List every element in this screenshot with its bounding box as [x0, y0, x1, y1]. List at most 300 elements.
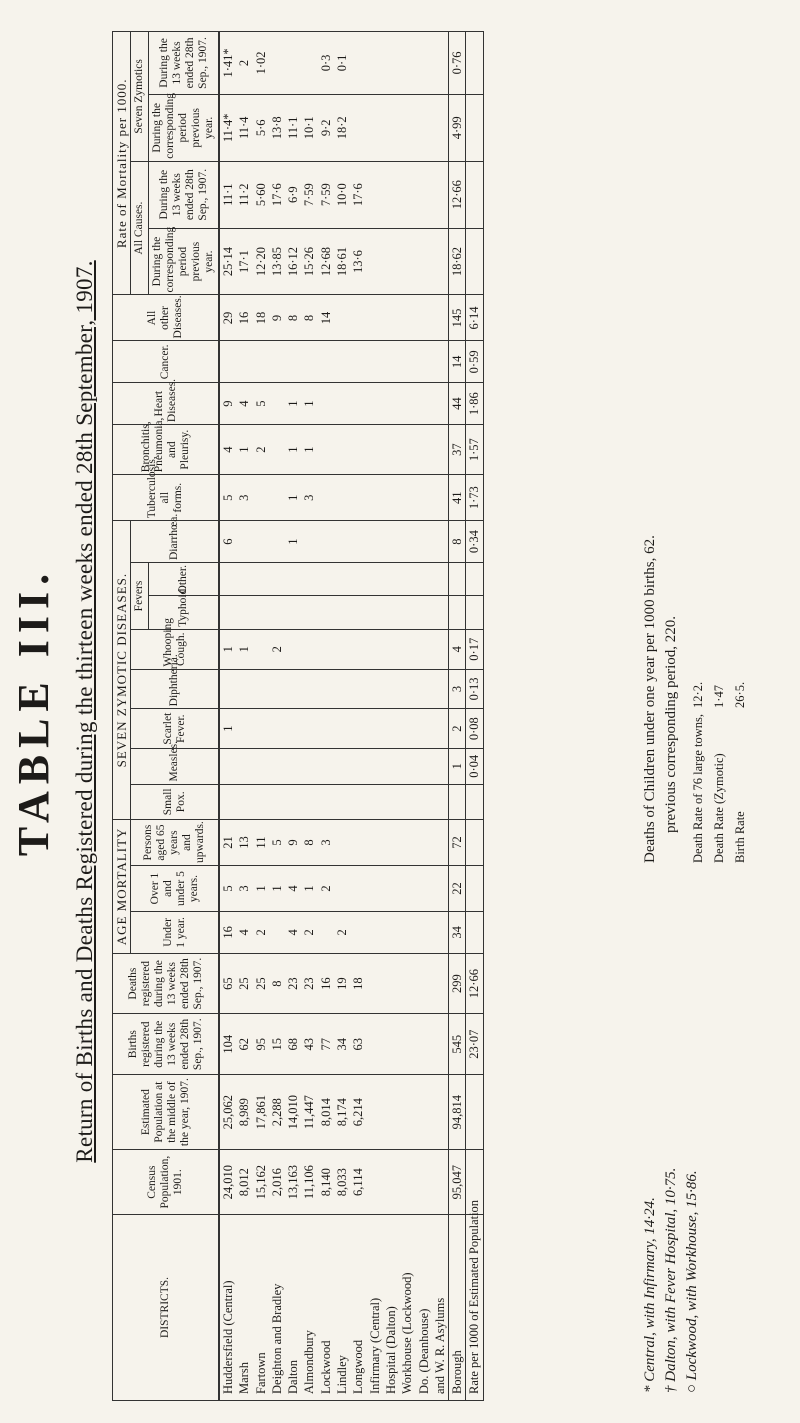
whooping-cough: [334, 629, 350, 669]
census-population: 95,047: [449, 1150, 466, 1215]
scarlet-fever: [253, 709, 269, 749]
deaths-over-65: [466, 820, 483, 866]
deaths-over-65: 11: [253, 820, 269, 866]
estimated-population: 8,014: [318, 1075, 334, 1150]
small-pox: [367, 784, 383, 820]
estimated-population: 17,861: [253, 1075, 269, 1150]
cancer: [432, 341, 449, 383]
rate-all-13w: 11·1: [219, 161, 236, 228]
deaths-under-1: 2: [253, 912, 269, 954]
deaths-1-to-5: 3: [236, 866, 252, 912]
typhoid: [383, 596, 399, 629]
typhoid: [399, 596, 415, 629]
diarrhoea: [334, 521, 350, 563]
header-rate-group: Rate of Mortality per 1000.: [113, 32, 131, 296]
rate-zym-13w: [285, 32, 301, 95]
rate-all-corr: [416, 228, 432, 295]
table-title: TABLE III.: [9, 566, 58, 857]
births: 23·07: [466, 1014, 483, 1075]
other-diseases: 14: [318, 295, 334, 341]
table-row: [350, 32, 366, 1401]
rate-zym-corr: 10·1: [301, 94, 317, 161]
tuberculosis: [334, 475, 350, 521]
rate-all-corr: 13·85: [269, 228, 285, 295]
deaths-1-to-5: [432, 866, 449, 912]
measles: [219, 749, 236, 785]
deaths-under-1: [466, 912, 483, 954]
census-population: [416, 1150, 432, 1215]
scarlet-fever: [383, 709, 399, 749]
rate-all-13w: 11·2: [236, 161, 252, 228]
tuberculosis: [318, 475, 334, 521]
diarrhoea: [416, 521, 432, 563]
deaths-under-1: [367, 912, 383, 954]
other-fevers: [449, 563, 466, 596]
measles: [416, 749, 432, 785]
table-row: [285, 32, 301, 1401]
other-diseases: 29: [219, 295, 236, 341]
bronchitis: [350, 425, 366, 475]
tuberculosis: 41: [449, 475, 466, 521]
whooping-cough: [367, 629, 383, 669]
scarlet-fever: 0·08: [466, 709, 483, 749]
deaths: 8: [269, 953, 285, 1014]
estimated-population: [367, 1075, 383, 1150]
rate-zym-corr: 18·2: [334, 94, 350, 161]
births: [416, 1014, 432, 1075]
heart-diseases: 9: [219, 383, 236, 425]
deaths-under-1: 34: [449, 912, 466, 954]
diphtheria: [318, 669, 334, 709]
deaths-over-65: 8: [301, 820, 317, 866]
estimated-population: 8,174: [334, 1075, 350, 1150]
rate-all-13w: 10·0: [334, 161, 350, 228]
table-row: [399, 32, 415, 1401]
whooping-cough: 4: [449, 629, 466, 669]
estimated-population: [466, 1075, 483, 1150]
header-corr-zym: During the corresponding period previous year.: [149, 94, 220, 161]
scarlet-fever: 1: [219, 709, 236, 749]
births: [399, 1014, 415, 1075]
diarrhoea: [269, 521, 285, 563]
deaths-under-1: 2: [334, 912, 350, 954]
births: 95: [253, 1014, 269, 1075]
whooping-cough: [285, 629, 301, 669]
scarlet-fever: [399, 709, 415, 749]
scarlet-fever: [285, 709, 301, 749]
table-row: [219, 32, 236, 1401]
small-pox: [432, 784, 449, 820]
rate-all-corr: [399, 228, 415, 295]
rate-zym-13w: [301, 32, 317, 95]
diphtheria: [383, 669, 399, 709]
diphtheria: [367, 669, 383, 709]
deaths: 12·66: [466, 953, 483, 1014]
deaths-over-65: 13: [236, 820, 252, 866]
district-name: Marsh: [236, 1215, 252, 1401]
header-age-mortality: AGE MORTALITY: [113, 820, 131, 954]
heart-diseases: [367, 383, 383, 425]
district-name: Dalton: [285, 1215, 301, 1401]
diphtheria: [334, 669, 350, 709]
deaths-under-1: [383, 912, 399, 954]
deaths-1-to-5: 22: [449, 866, 466, 912]
whooping-cough: 0·17: [466, 629, 483, 669]
cancer: [399, 341, 415, 383]
deaths-under-1: [432, 912, 449, 954]
deaths-1-to-5: [334, 866, 350, 912]
small-pox: [350, 784, 366, 820]
rate-all-corr: 16·12: [285, 228, 301, 295]
diarrhoea: [301, 521, 317, 563]
estimated-population: 14,010: [285, 1075, 301, 1150]
district-name: Deighton and Bradley: [269, 1215, 285, 1401]
other-fevers: [367, 563, 383, 596]
whooping-cough: [350, 629, 366, 669]
tuberculosis: [432, 475, 449, 521]
deaths-under-1: 4: [285, 912, 301, 954]
diphtheria: 0·13: [466, 669, 483, 709]
deaths-under-1: [318, 912, 334, 954]
rate-all-corr: 15·26: [301, 228, 317, 295]
cancer: [219, 341, 236, 383]
rate-all-corr: 12·20: [253, 228, 269, 295]
tuberculosis: 5: [219, 475, 236, 521]
diphtheria: 3: [449, 669, 466, 709]
cancer: [236, 341, 252, 383]
deaths-over-65: [383, 820, 399, 866]
measles: 0·04: [466, 749, 483, 785]
census-population: [367, 1150, 383, 1215]
rate-value: 1·47: [712, 685, 726, 708]
table-row: [367, 32, 383, 1401]
tuberculosis: 1·73: [466, 475, 483, 521]
rates-block: [640, 535, 751, 863]
rate-all-corr: 12·68: [318, 228, 334, 295]
cancer: [383, 341, 399, 383]
header-typhoid: Typhoid.: [149, 596, 220, 629]
header-1to5: Over 1 and under 5 years.: [131, 866, 220, 912]
table-row: [253, 32, 269, 1401]
measles: [399, 749, 415, 785]
deaths-under-1: [416, 912, 432, 954]
rate-all-corr: [367, 228, 383, 295]
rate-value: 26·5.: [733, 681, 747, 708]
small-pox: [449, 784, 466, 820]
other-diseases: [432, 295, 449, 341]
other-fevers: [383, 563, 399, 596]
deaths: 65: [219, 953, 236, 1014]
borough-row: [449, 32, 466, 1401]
rate-zym-corr: 11·4*: [219, 94, 236, 161]
tuberculosis: [399, 475, 415, 521]
diarrhoea: [367, 521, 383, 563]
rate-all-corr: 17·1: [236, 228, 252, 295]
rate-zym-13w: [350, 32, 366, 95]
district-name: Longwood: [350, 1215, 366, 1401]
whooping-cough: 2: [269, 629, 285, 669]
bronchitis: [416, 425, 432, 475]
rate-all-corr: 13·6: [350, 228, 366, 295]
deaths-1-to-5: 2: [318, 866, 334, 912]
rate-all-13w: 17·6: [350, 161, 366, 228]
bronchitis: [367, 425, 383, 475]
rate-all-13w: 6·9: [285, 161, 301, 228]
measles: [350, 749, 366, 785]
deaths: 19: [334, 953, 350, 1014]
cancer: [253, 341, 269, 383]
other-diseases: [334, 295, 350, 341]
rate-zym-13w: [432, 32, 449, 95]
deaths-1-to-5: [383, 866, 399, 912]
district-name: Infirmary (Central): [367, 1215, 383, 1401]
other-diseases: 6·14: [466, 295, 483, 341]
deaths: [399, 953, 415, 1014]
deaths-1-to-5: 1: [269, 866, 285, 912]
cancer: 14: [449, 341, 466, 383]
measles: [301, 749, 317, 785]
bronchitis: [432, 425, 449, 475]
deaths-1-to-5: 5: [219, 866, 236, 912]
tuberculosis: 1: [285, 475, 301, 521]
heart-diseases: [416, 383, 432, 425]
header-tuberculosis: Tuberculosis, all forms.: [113, 475, 220, 521]
measles: [285, 749, 301, 785]
rate-zym-13w: 1·02: [253, 32, 269, 95]
heart-diseases: 5: [253, 383, 269, 425]
typhoid: [301, 596, 317, 629]
other-diseases: 8: [285, 295, 301, 341]
header-zymotic: SEVEN ZYMOTIC DISEASES.: [113, 521, 131, 820]
rate-zym-13w: 0·3: [318, 32, 334, 95]
births: [367, 1014, 383, 1075]
small-pox: [334, 784, 350, 820]
deaths-over-65: 21: [219, 820, 236, 866]
district-name: Huddersfield (Central): [219, 1215, 236, 1401]
rate-label: Death Rate of 76 large towns,: [691, 713, 705, 863]
rate-all-13w: [399, 161, 415, 228]
other-diseases: 16: [236, 295, 252, 341]
bronchitis: [334, 425, 350, 475]
whooping-cough: [416, 629, 432, 669]
rate-zym-corr: 9·2: [318, 94, 334, 161]
other-fevers: [318, 563, 334, 596]
child-deaths-line1: Deaths of Children under one year per 1000 births, 62.: [642, 535, 658, 863]
deaths-1-to-5: 1: [253, 866, 269, 912]
rate-zym-13w: 0·76: [449, 32, 466, 95]
deaths-1-to-5: [367, 866, 383, 912]
deaths-under-1: [399, 912, 415, 954]
small-pox: [236, 784, 252, 820]
rate-value: 12·2.: [691, 681, 705, 708]
small-pox: [253, 784, 269, 820]
large-towns-rates: [688, 676, 751, 863]
typhoid: [449, 596, 466, 629]
rate-zym-13w: 1·41*: [219, 32, 236, 95]
tuberculosis: 3: [236, 475, 252, 521]
estimated-population: [383, 1075, 399, 1150]
diarrhoea: [318, 521, 334, 563]
estimated-population: 8,989: [236, 1075, 252, 1150]
header-corr-all: During the corresponding period previous year.: [149, 228, 220, 295]
deaths: 23: [301, 953, 317, 1014]
rate-all-13w: 7·59: [301, 161, 317, 228]
diarrhoea: 0·34: [466, 521, 483, 563]
bronchitis: 4: [219, 425, 236, 475]
typhoid: [236, 596, 252, 629]
footnote-lockwood: ○ Lockwood, with Workhouse, 15·86.: [684, 1170, 700, 1393]
rate-label: Death Rate (Zymotic): [712, 753, 726, 863]
measles: 1: [449, 749, 466, 785]
other-diseases: [416, 295, 432, 341]
whooping-cough: [432, 629, 449, 669]
other-diseases: 18: [253, 295, 269, 341]
tuberculosis: [350, 475, 366, 521]
census-population: [399, 1150, 415, 1215]
measles: [383, 749, 399, 785]
measles: [318, 749, 334, 785]
deaths: 18: [350, 953, 366, 1014]
whooping-cough: [318, 629, 334, 669]
deaths: 25: [236, 953, 252, 1014]
cancer: [416, 341, 432, 383]
rate-all-13w: [432, 161, 449, 228]
diarrhoea: [432, 521, 449, 563]
rate-zym-13w: 2: [236, 32, 252, 95]
cancer: 0·59: [466, 341, 483, 383]
diarrhoea: 6: [219, 521, 236, 563]
heart-diseases: 1: [285, 383, 301, 425]
tuberculosis: [416, 475, 432, 521]
scarlet-fever: [301, 709, 317, 749]
scarlet-fever: [367, 709, 383, 749]
deaths: [432, 953, 449, 1014]
typhoid: [416, 596, 432, 629]
header-other-fevers: Other.: [149, 563, 220, 596]
deaths-under-1: [269, 912, 285, 954]
rate-all-corr: 18·62: [449, 228, 466, 295]
births: [432, 1014, 449, 1075]
header-diarrhoea: Diarrhœa.: [131, 521, 220, 563]
header-diphtheria: Diphtheria.: [131, 669, 220, 709]
other-diseases: [350, 295, 366, 341]
table-row: [383, 32, 399, 1401]
header-population: Estimated Population at the middle of the year, 1907.: [113, 1075, 220, 1150]
district-name: Rate per 1000 of Estimated Population: [466, 1215, 483, 1401]
deaths-1-to-5: [399, 866, 415, 912]
other-diseases: [399, 295, 415, 341]
estimated-population: 94,814: [449, 1075, 466, 1150]
births: [383, 1014, 399, 1075]
rate-zym-13w: [466, 32, 483, 95]
rate-row: [466, 32, 483, 1401]
table-row: [236, 32, 252, 1401]
header-census: Census Population, 1901.: [113, 1150, 220, 1215]
rate-label: Birth Rate: [733, 811, 747, 863]
bronchitis: 1: [285, 425, 301, 475]
deaths-over-65: 9: [285, 820, 301, 866]
deaths-1-to-5: 1: [301, 866, 317, 912]
census-population: 11,106: [301, 1150, 317, 1215]
census-population: 13,163: [285, 1150, 301, 1215]
cancer: [285, 341, 301, 383]
whooping-cough: [399, 629, 415, 669]
other-fevers: [432, 563, 449, 596]
deaths: 299: [449, 953, 466, 1014]
census-population: 15,162: [253, 1150, 269, 1215]
rate-all-13w: 7·59: [318, 161, 334, 228]
estimated-population: 2,288: [269, 1075, 285, 1150]
bronchitis: 1·57: [466, 425, 483, 475]
small-pox: [416, 784, 432, 820]
small-pox: [301, 784, 317, 820]
other-fevers: [269, 563, 285, 596]
district-name: Almondbury: [301, 1215, 317, 1401]
other-fevers: [350, 563, 366, 596]
deaths-over-65: 72: [449, 820, 466, 866]
deaths-under-1: 2: [301, 912, 317, 954]
header-whooping: Whooping Cough.: [131, 629, 220, 669]
diphtheria: [301, 669, 317, 709]
district-name: Borough: [449, 1215, 466, 1401]
deaths-over-65: [416, 820, 432, 866]
rate-zym-corr: [367, 94, 383, 161]
bronchitis: [399, 425, 415, 475]
whooping-cough: 1: [219, 629, 236, 669]
mortality-table: [112, 31, 484, 1401]
header-13w-all: During the 13 weeks ended 28th Sep., 1907.: [149, 161, 220, 228]
births: 104: [219, 1014, 236, 1075]
deaths-under-1: 16: [219, 912, 236, 954]
births: 68: [285, 1014, 301, 1075]
other-diseases: [367, 295, 383, 341]
rate-zym-13w: [367, 32, 383, 95]
deaths: 25: [253, 953, 269, 1014]
whooping-cough: [253, 629, 269, 669]
bronchitis: 2: [253, 425, 269, 475]
census-population: 8,140: [318, 1150, 334, 1215]
scarlet-fever: [350, 709, 366, 749]
heart-diseases: [269, 383, 285, 425]
other-fevers: [416, 563, 432, 596]
rate-zym-corr: [432, 94, 449, 161]
tuberculosis: [253, 475, 269, 521]
measles: [367, 749, 383, 785]
typhoid: [432, 596, 449, 629]
tuberculosis: [383, 475, 399, 521]
births: 63: [350, 1014, 366, 1075]
deaths-over-65: 3: [318, 820, 334, 866]
typhoid: [466, 596, 483, 629]
deaths-1-to-5: [466, 866, 483, 912]
district-name: Do. (Deanhouse): [416, 1215, 432, 1401]
rate-all-corr: 25·14: [219, 228, 236, 295]
estimated-population: 11,447: [301, 1075, 317, 1150]
table-row: [269, 32, 285, 1401]
measles: [334, 749, 350, 785]
estimated-population: 25,062: [219, 1075, 236, 1150]
rate-all-13w: [367, 161, 383, 228]
deaths-1-to-5: 4: [285, 866, 301, 912]
heart-diseases: [399, 383, 415, 425]
diarrhoea: [399, 521, 415, 563]
diarrhoea: [350, 521, 366, 563]
rate-zym-13w: 0·1: [334, 32, 350, 95]
table-row: [334, 32, 350, 1401]
typhoid: [350, 596, 366, 629]
diarrhoea: [253, 521, 269, 563]
other-fevers: [253, 563, 269, 596]
